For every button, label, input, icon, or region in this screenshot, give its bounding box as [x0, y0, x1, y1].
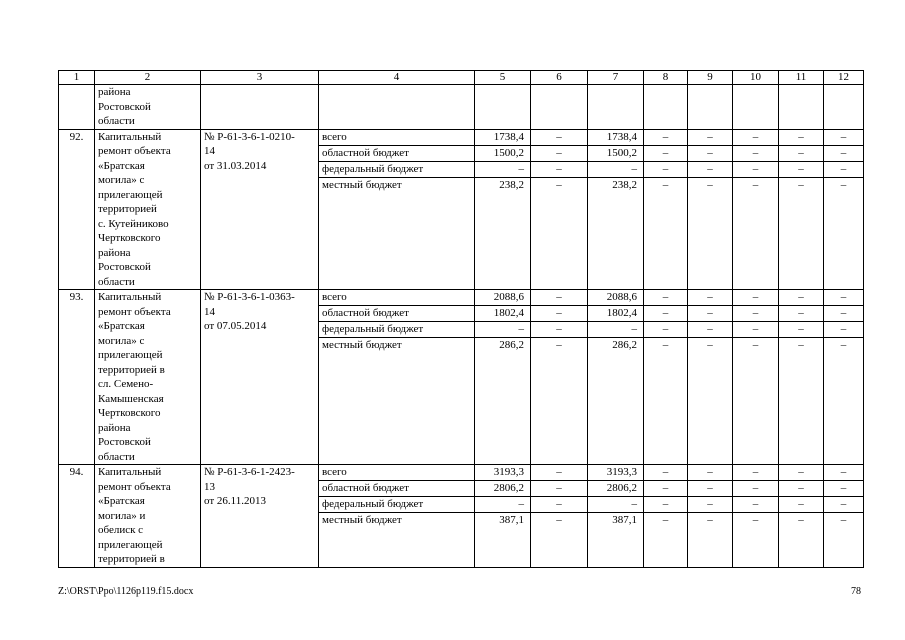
document-reference: № Р-61-3-6-1-0210- 14 от 31.03.2014 — [201, 129, 319, 290]
row-number: 93. — [59, 290, 95, 465]
header-cell: 12 — [824, 71, 864, 85]
amount-col12: – – – – — [824, 290, 864, 465]
amount-col9: – – – – — [688, 129, 733, 290]
amount-total-col5: 3193,3 2806,2 – 387,1 — [475, 465, 531, 568]
header-cell: 3 — [201, 71, 319, 85]
object-name: Капитальный ремонт объекта «Братская могила» с прилегающей территорией с. Кутейниково Чертковского района Ростовской области — [95, 129, 201, 290]
header-cell: 4 — [319, 71, 475, 85]
header-cell: 5 — [475, 71, 531, 85]
amount-total-col5: 1738,4 1500,2 – 238,2 — [475, 129, 531, 290]
funding-sources: всего областной бюджет федеральный бюджет местный бюджет — [319, 465, 475, 568]
amount-col7: 2088,6 1802,4 – 286,2 — [588, 290, 644, 465]
amount-col10: – – – – — [733, 465, 779, 568]
object-row — [59, 465, 864, 568]
amount-col6: – – – – — [531, 465, 588, 568]
funding-sources: всего областной бюджет федеральный бюджет местный бюджет — [319, 290, 475, 465]
file-path: Z:\ORST\Ppo\1126p119.f15.docx — [58, 586, 194, 597]
amount-col11: – – – – — [779, 290, 824, 465]
object-row — [59, 290, 864, 465]
amount-col8: – – – – — [644, 465, 688, 568]
funding-sources: всего областной бюджет федеральный бюджет местный бюджет — [319, 129, 475, 290]
amount-col6: – – – – — [531, 290, 588, 465]
amount-col11: – – – – — [779, 465, 824, 568]
amount-col12: – – – – — [824, 129, 864, 290]
header-cell: 2 — [95, 71, 201, 85]
amount-col8: – – – – — [644, 290, 688, 465]
row-number: 94. — [59, 465, 95, 568]
amount-col7: 1738,4 1500,2 – 238,2 — [588, 129, 644, 290]
header-cell: 7 — [588, 71, 644, 85]
header-cell: 6 — [531, 71, 588, 85]
continuation-row — [59, 85, 864, 130]
amount-col7: 3193,3 2806,2 – 387,1 — [588, 465, 644, 568]
document-reference: № Р-61-3-6-1-0363- 14 от 07.05.2014 — [201, 290, 319, 465]
amount-col9: – – – – — [688, 465, 733, 568]
amount-col10: – – – – — [733, 129, 779, 290]
column-number-header — [59, 71, 864, 85]
object-name: Капитальный ремонт объекта «Братская могила» с прилегающей территорией в сл. Семено- Камышенская Чертковского района Ростовской области — [95, 290, 201, 465]
amount-total-col5: 2088,6 1802,4 – 286,2 — [475, 290, 531, 465]
page-number: 78 — [851, 586, 861, 597]
header-cell: 11 — [779, 71, 824, 85]
amount-col6: – – – – — [531, 129, 588, 290]
object-row — [59, 129, 864, 290]
amount-col11: – – – – — [779, 129, 824, 290]
amount-col12: – – – – — [824, 465, 864, 568]
object-name: Капитальный ремонт объекта «Братская могила» и обелиск с прилегающей территорией в — [95, 465, 201, 568]
header-cell: 10 — [733, 71, 779, 85]
amount-col10: – – – – — [733, 290, 779, 465]
header-cell: 1 — [59, 71, 95, 85]
amount-col9: – – – – — [688, 290, 733, 465]
header-cell: 9 — [688, 71, 733, 85]
amount-col8: – – – – — [644, 129, 688, 290]
budget-table — [58, 70, 864, 568]
object-name-continued: района Ростовской области — [95, 85, 201, 130]
document-reference: № Р-61-3-6-1-2423- 13 от 26.11.2013 — [201, 465, 319, 568]
row-number: 92. — [59, 129, 95, 290]
header-cell: 8 — [644, 71, 688, 85]
